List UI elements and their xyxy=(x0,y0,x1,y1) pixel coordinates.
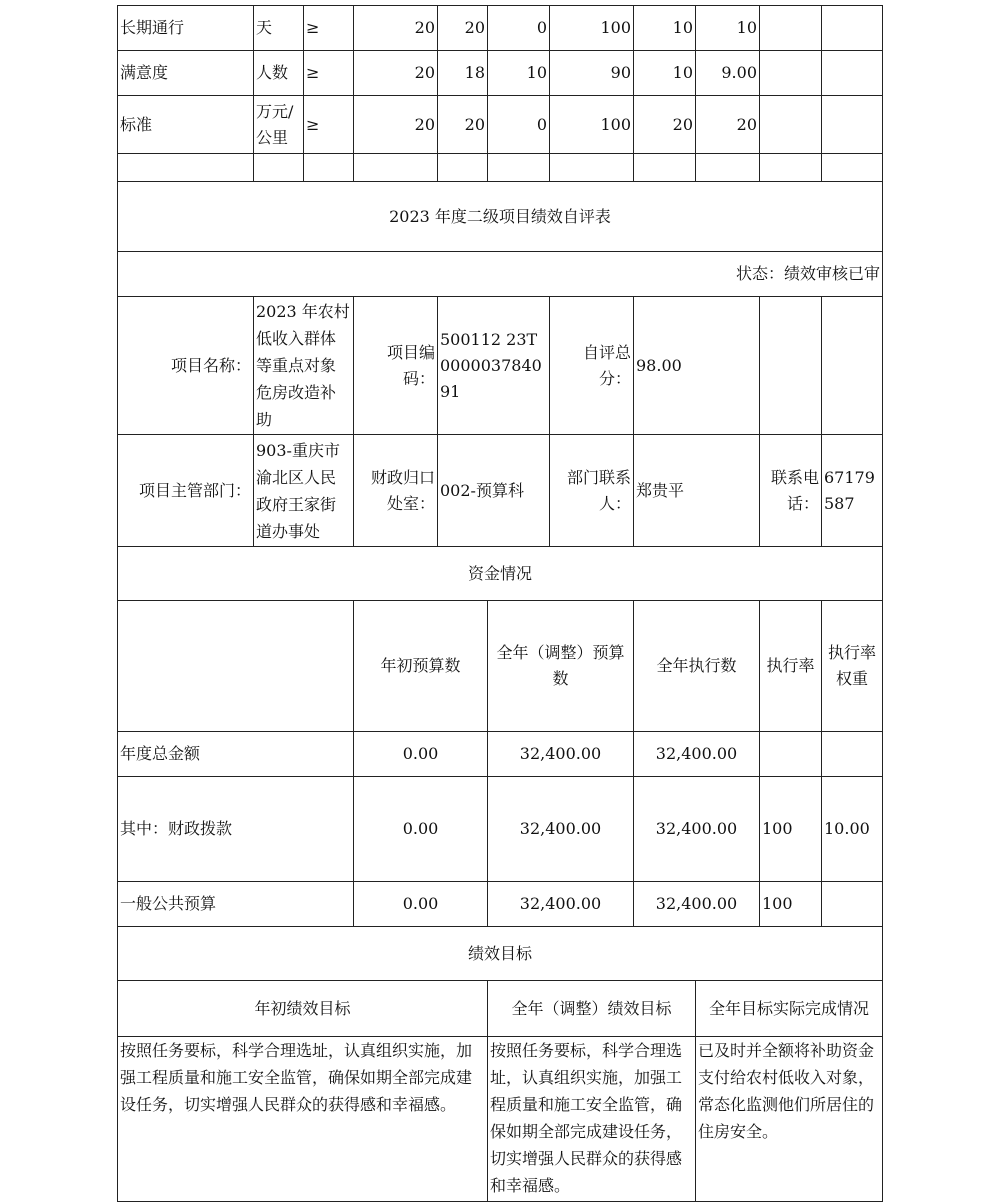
indicator-value: 18 xyxy=(438,51,488,96)
empty-cell xyxy=(822,297,883,435)
empty-cell xyxy=(822,51,883,96)
funds-executed: 32,400.00 xyxy=(634,732,760,777)
phone-value: 67179587 xyxy=(822,435,883,547)
header-executed: 全年执行数 xyxy=(634,601,760,732)
indicator-value: 100 xyxy=(550,6,634,51)
table-row xyxy=(118,6,883,51)
finance-office-label: 财政归口处室： xyxy=(354,435,438,547)
empty-cell xyxy=(118,601,354,732)
indicator-unit: 人数 xyxy=(254,51,304,96)
funds-weight xyxy=(822,882,883,927)
empty-cell xyxy=(822,96,883,154)
empty-cell xyxy=(760,297,822,435)
indicator-value: 10 xyxy=(696,6,760,51)
funds-section-title: 资金情况 xyxy=(118,547,883,601)
project-info-row xyxy=(118,435,883,547)
performance-self-evaluation-table xyxy=(117,5,883,1202)
form-title: 2023 年度二级项目绩效自评表 xyxy=(118,182,883,252)
empty-cell xyxy=(696,154,760,182)
indicator-unit: 天 xyxy=(254,6,304,51)
indicator-value: 20 xyxy=(634,96,696,154)
funds-rate: 100 xyxy=(760,882,822,927)
empty-cell xyxy=(488,154,550,182)
indicator-name: 长期通行 xyxy=(118,6,254,51)
funds-header-row xyxy=(118,601,883,732)
header-initial-budget: 年初预算数 xyxy=(354,601,488,732)
funds-initial: 0.00 xyxy=(354,777,488,882)
indicator-operator: ≥ xyxy=(304,6,354,51)
actual-completion-text: 已及时并全额将补助资金支付给农村低收入对象，常态化监测他们所居住的住房安全。 xyxy=(696,1037,883,1202)
self-score-value: 98.00 xyxy=(634,297,760,435)
project-code-label: 项目编码： xyxy=(354,297,438,435)
funds-rate xyxy=(760,732,822,777)
contact-person-label: 部门联系人： xyxy=(550,435,634,547)
funds-executed: 32,400.00 xyxy=(634,882,760,927)
header-initial-goal: 年初绩效目标 xyxy=(118,981,488,1037)
empty-cell xyxy=(822,6,883,51)
indicator-unit: 万元/公里 xyxy=(254,96,304,154)
project-name-label: 项目名称： xyxy=(118,297,254,435)
phone-label: 联系电话： xyxy=(760,435,822,547)
indicator-value: 20 xyxy=(354,51,438,96)
initial-goal-text: 按照任务要标，科学合理选址，认真组织实施，加强工程质量和施工安全监管，确保如期全部完成建设任务，切实增强人民群众的获得感和幸福感。 xyxy=(118,1037,488,1202)
empty-cell xyxy=(760,6,822,51)
empty-cell xyxy=(118,154,254,182)
finance-office-value: 002-预算科 xyxy=(438,435,550,547)
funds-initial: 0.00 xyxy=(354,882,488,927)
empty-cell xyxy=(760,51,822,96)
goals-section-title: 绩效目标 xyxy=(118,927,883,981)
empty-cell xyxy=(304,154,354,182)
funds-row-label: 年度总金额 xyxy=(118,732,354,777)
empty-cell xyxy=(438,154,488,182)
indicator-value: 10 xyxy=(634,6,696,51)
funds-weight xyxy=(822,732,883,777)
department-label: 项目主管部门： xyxy=(118,435,254,547)
project-info-row xyxy=(118,297,883,435)
table-row xyxy=(118,96,883,154)
empty-cell xyxy=(822,154,883,182)
header-execution-rate: 执行率 xyxy=(760,601,822,732)
self-score-label: 自评总分： xyxy=(550,297,634,435)
goals-header-row xyxy=(118,981,883,1037)
indicator-value: 20 xyxy=(354,6,438,51)
empty-cell xyxy=(254,154,304,182)
empty-cell xyxy=(550,154,634,182)
funds-initial: 0.00 xyxy=(354,732,488,777)
funds-row-label: 一般公共预算 xyxy=(118,882,354,927)
funds-weight: 10.00 xyxy=(822,777,883,882)
adjusted-goal-text: 按照任务要标，科学合理选址，认真组织实施，加强工程质量和施工安全监管，确保如期全部完成建设任务，切实增强人民群众的获得感和幸福感。 xyxy=(488,1037,696,1202)
table-row xyxy=(118,732,883,777)
indicator-value: 20 xyxy=(354,96,438,154)
header-adjusted-goal: 全年（调整）绩效目标 xyxy=(488,981,696,1037)
project-code-value: 500112 23T000003784091 xyxy=(438,297,550,435)
indicator-value: 20 xyxy=(696,96,760,154)
indicator-value: 90 xyxy=(550,51,634,96)
funds-adjusted: 32,400.00 xyxy=(488,732,634,777)
contact-person-value: 郑贵平 xyxy=(634,435,760,547)
funds-adjusted: 32,400.00 xyxy=(488,777,634,882)
funds-row-label: 其中：财政拨款 xyxy=(118,777,354,882)
indicator-value: 20 xyxy=(438,6,488,51)
indicator-value: 9.00 xyxy=(696,51,760,96)
indicator-operator: ≥ xyxy=(304,51,354,96)
empty-cell xyxy=(760,154,822,182)
department-value: 903-重庆市渝北区人民政府王家街道办事处 xyxy=(254,435,354,547)
indicator-value: 0 xyxy=(488,6,550,51)
funds-adjusted: 32,400.00 xyxy=(488,882,634,927)
table-row xyxy=(118,882,883,927)
header-adjusted-budget: 全年（调整）预算数 xyxy=(488,601,634,732)
indicator-value: 100 xyxy=(550,96,634,154)
indicator-name: 满意度 xyxy=(118,51,254,96)
empty-cell xyxy=(354,154,438,182)
indicator-value: 10 xyxy=(488,51,550,96)
funds-rate: 100 xyxy=(760,777,822,882)
table-row xyxy=(118,154,883,182)
indicator-name: 标准 xyxy=(118,96,254,154)
table-row xyxy=(118,777,883,882)
goals-content-row xyxy=(118,1037,883,1202)
header-rate-weight: 执行率权重 xyxy=(822,601,883,732)
status-text: 状态：绩效审核已审 xyxy=(118,252,883,297)
project-name-value: 2023 年农村低收入群体等重点对象危房改造补助 xyxy=(254,297,354,435)
indicator-operator: ≥ xyxy=(304,96,354,154)
indicator-value: 0 xyxy=(488,96,550,154)
funds-executed: 32,400.00 xyxy=(634,777,760,882)
table-row xyxy=(118,51,883,96)
empty-cell xyxy=(760,96,822,154)
header-actual-completion: 全年目标实际完成情况 xyxy=(696,981,883,1037)
empty-cell xyxy=(634,154,696,182)
indicator-value: 20 xyxy=(438,96,488,154)
indicator-value: 10 xyxy=(634,51,696,96)
